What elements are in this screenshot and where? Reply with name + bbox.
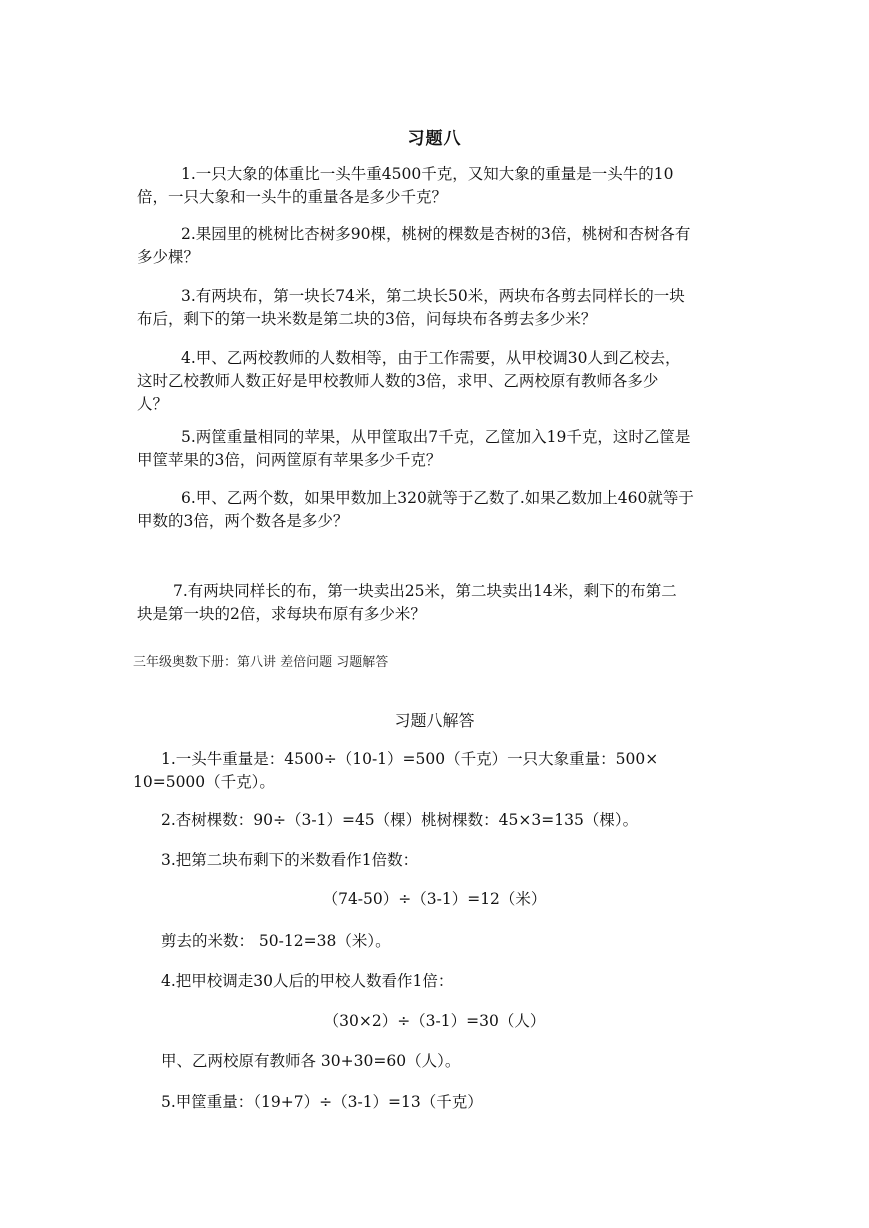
problem-6: [137, 487, 777, 533]
problem-3-line-2: 布后，剩下的第一块米数是第二块的3倍，问每块布各剪去多少米？: [137, 310, 597, 328]
problem-7: [137, 580, 777, 626]
answer-4-formula: （30×2）÷（3-1）=30（人）: [323, 1012, 546, 1030]
problem-2-line-1: 2.果园里的桃树比杏树多90棵，桃树的棵数是杏树的3倍，桃树和杏树各有: [181, 225, 691, 243]
problem-2-line-2: 多少棵？: [137, 248, 200, 266]
problem-1-line-1: 1.一只大象的体重比一头牛重4500千克，又知大象的重量是一头牛的10: [181, 165, 674, 183]
answer-3-intro: 3.把第二块布剩下的米数看作1倍数：: [161, 851, 419, 869]
problem-1: [137, 163, 777, 209]
exercise-title: 习题八: [407, 129, 462, 149]
problem-4: [137, 347, 777, 416]
problem-2: [137, 223, 777, 269]
problem-6-line-1: 6.甲、乙两个数，如果甲数加上320就等于乙数了.如果乙数加上460就等于: [181, 489, 694, 507]
problem-5: [137, 426, 777, 472]
problem-5-line-1: 5.两筐重量相同的苹果，从甲筐取出7千克，乙筐加入19千克，这时乙筐是: [181, 428, 691, 446]
chapter-caption: 三年级奥数下册：第八讲 差倍问题 习题解答: [133, 655, 389, 670]
problem-4-line-2: 这时乙校教师人数正好是甲校教师人数的3倍，求甲、乙两校原有教师各多少: [137, 372, 659, 390]
answer-4-intro: 4.把甲校调走30人后的甲校人数看作1倍：: [161, 972, 454, 990]
problem-1-line-2: 倍，一只大象和一头牛的重量各是多少千克？: [137, 188, 448, 206]
answer-5-intro: 5.甲筐重量：（19+7）÷（3-1）=13（千克）: [161, 1093, 483, 1111]
answer-3-formula: （74-50）÷（3-1）=12（米）: [322, 890, 547, 908]
answer-2: 2.杏树棵数：90÷（3-1）=45（棵）桃树棵数：45×3=135（棵）。: [161, 811, 639, 829]
problem-7-line-1: 7.有两块同样长的布，第一块卖出25米，第二块卖出14米，剩下的布第二: [173, 582, 677, 600]
problem-3-line-1: 3.有两块布，第一块长74米，第二块长50米，两块布各剪去同样长的一块: [181, 287, 685, 305]
problem-6-line-2: 甲数的3倍，两个数各是多少？: [137, 512, 349, 530]
problem-3: [137, 285, 777, 331]
problem-4-line-1: 4.甲、乙两校教师的人数相等，由于工作需要，从甲校调30人到乙校去，: [181, 349, 681, 367]
problem-5-line-2: 甲筐苹果的3倍，问两筐原有苹果多少千克？: [137, 451, 442, 469]
answer-4-result: 甲、乙两校原有教师各 30+30=60（人）。: [161, 1052, 461, 1070]
answer-1-line-1: 1.一头牛重量是：4500÷（10-1）=500（千克）一只大象重量：500×: [161, 750, 659, 768]
answer-1-line-2: 10=5000（千克）。: [133, 773, 275, 791]
problem-7-line-2: 块是第一块的2倍，求每块布原有多少米？: [137, 605, 426, 623]
answers-title: 习题八解答: [394, 711, 475, 730]
answer-3-result: 剪去的米数： 50-12=38（米）。: [161, 932, 391, 950]
problem-4-line-3: 人？: [137, 395, 169, 413]
